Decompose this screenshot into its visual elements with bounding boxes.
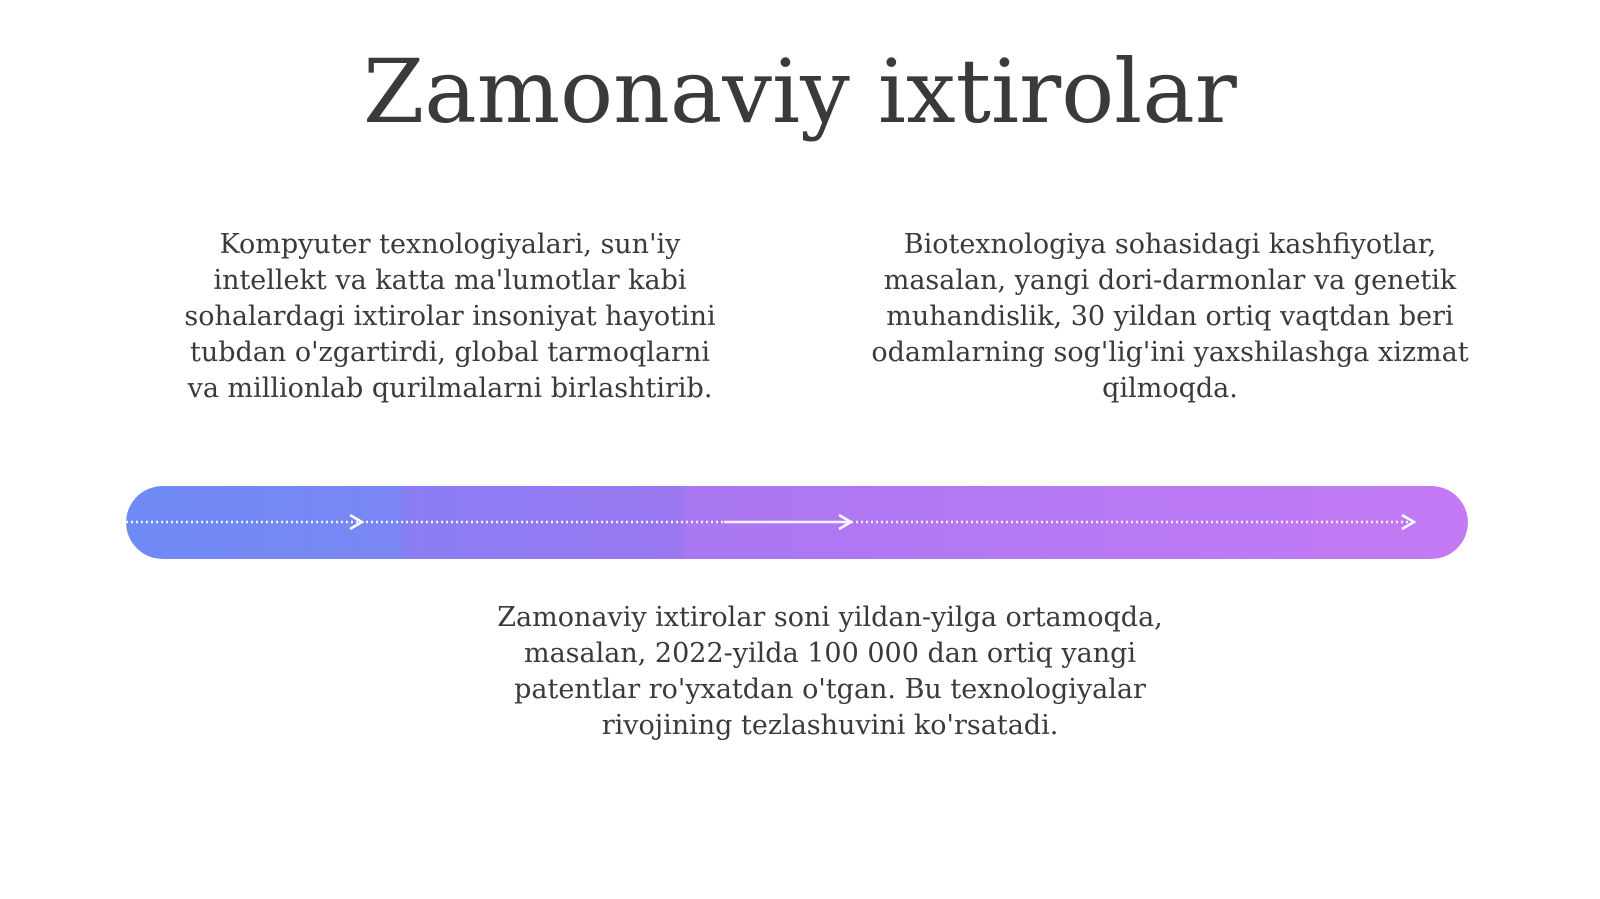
- right-text-block: Biotexnologiya sohasidagi kashfiyotlar, masalan, yangi dori-darmonlar va genetik muhandislik, 30 yildan ortiq vaqtdan beri odamlarning sog'lig'ini yaxshilashga xizmat qilmoqda.: [871, 229, 1469, 404]
- left-text-block: Kompyuter texnologiyalari, sun'iy intellekt va katta ma'lumotlar kabi sohalardagi ixtirolar insoniyat hayotini tubdan o'zgartirdi, global tarmoqlarni va millionlab qurilmalarni birlashtirib.: [184, 229, 716, 404]
- bottom-text-block: Zamonaviy ixtirolar soni yildan-yilga ortamoqda, masalan, 2022-yilda 100 000 dan ortiq yangi patentlar ro'yxatdan o'tgan. Bu texnologiyalar rivojining tezlashuvini ko'rsatadi.: [497, 602, 1163, 741]
- slide-title: Zamonaviy ixtirolar: [363, 40, 1237, 143]
- timeline-graphic: [126, 486, 1468, 559]
- timeline-bar: [126, 486, 1468, 559]
